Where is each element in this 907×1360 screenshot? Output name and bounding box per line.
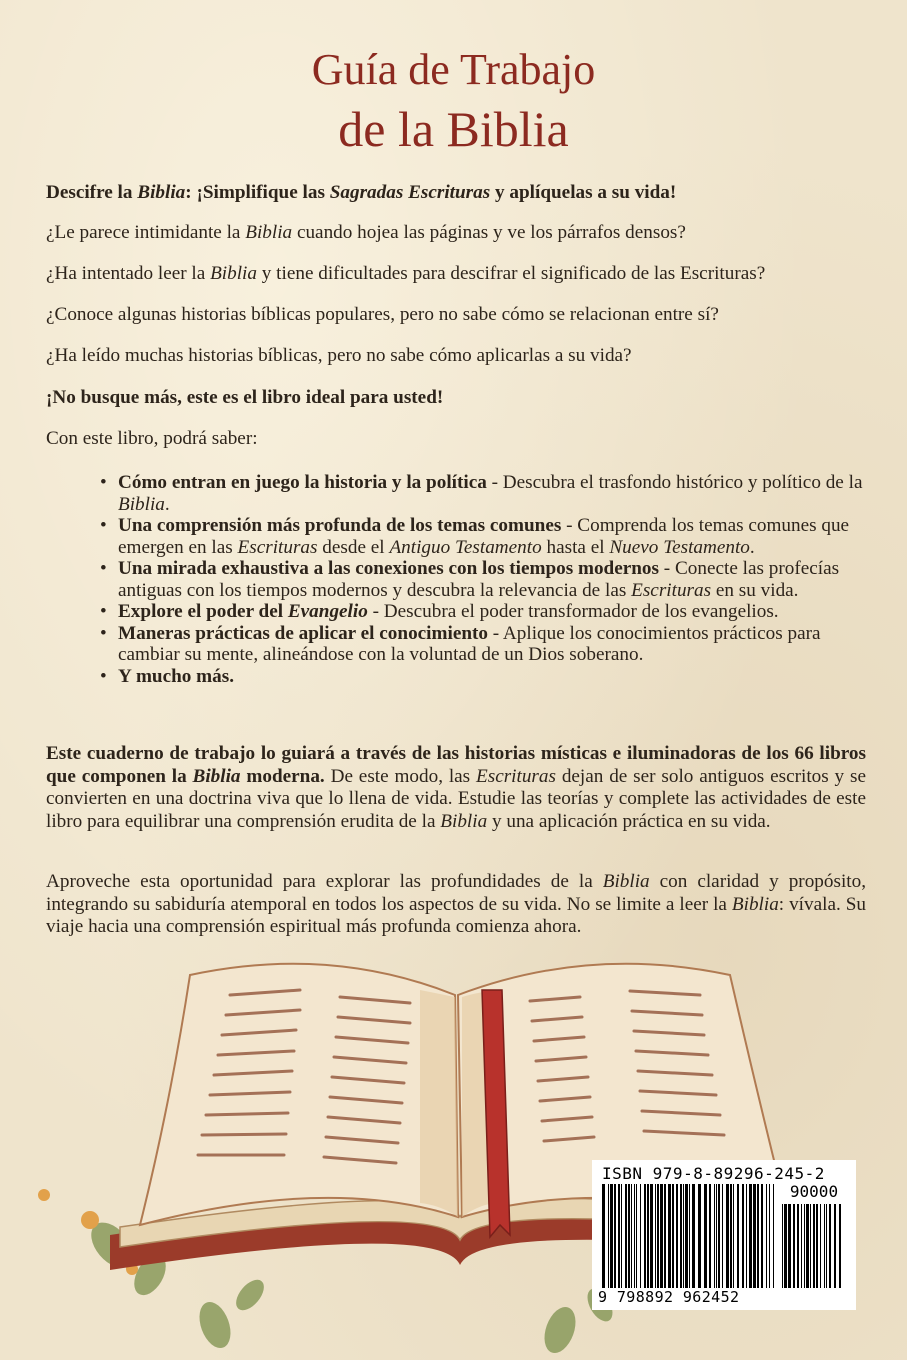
barcode-bar <box>829 1204 831 1288</box>
paragraph-1: Este cuaderno de trabajo lo guiará a través de las historias místicas e iluminadoras de los 66 libros que componen la Biblia moderna. De este modo, las Escrituras dejan de ser solo antiguos escritos y se convierten en una doctrina viva que lo llena de vida. Estudie las teorías y complete las actividades de este libro para equilibrar una comprensión erudita de la Biblia y una aplicación práctica en su vida. <box>46 743 866 832</box>
question-2: ¿Ha intentado leer la Biblia y tiene dificultades para descifrar el significado de las Escrituras? <box>46 263 766 284</box>
barcode-bar <box>726 1184 729 1288</box>
feature-list <box>100 472 870 687</box>
barcode-bar <box>820 1204 821 1288</box>
barcode-bar <box>650 1184 653 1288</box>
barcode-bar <box>640 1184 641 1288</box>
list-item: • Una comprensión más profunda de los temas comunes - Comprenda los temas comunes que emergen en las Escrituras desde el Antiguo Testamento hasta el Nuevo Testamento. <box>100 515 870 558</box>
barcode-bar <box>709 1184 711 1288</box>
barcode-bar <box>685 1184 688 1288</box>
barcode-bar <box>813 1204 815 1288</box>
list-intro: Con este libro, podrá saber: <box>46 428 258 449</box>
barcode-bar <box>647 1184 649 1288</box>
barcode-bar <box>655 1184 656 1288</box>
barcode-bar <box>773 1184 774 1288</box>
barcode-bar <box>761 1184 763 1288</box>
barcode-bar <box>804 1204 805 1288</box>
barcode-bar <box>784 1204 787 1288</box>
barcode-bar <box>753 1184 756 1288</box>
barcode-bar <box>834 1204 836 1288</box>
barcode-bar <box>660 1184 663 1288</box>
barcode-bar <box>698 1184 701 1288</box>
barcode-bar <box>737 1184 739 1288</box>
barcode-bar <box>680 1184 682 1288</box>
barcode-bar <box>618 1184 620 1288</box>
barcode-bar <box>602 1184 605 1288</box>
barcode-bar <box>733 1184 734 1288</box>
barcode-bar <box>668 1184 671 1288</box>
barcode-bar <box>689 1184 690 1288</box>
barcode-bar <box>722 1184 723 1288</box>
title-line-2: de la Biblia <box>338 101 569 157</box>
barcode-bar <box>749 1184 752 1288</box>
barcode-bars-addon <box>782 1204 846 1288</box>
barcode-bar <box>628 1184 630 1288</box>
barcode-bar <box>793 1204 795 1288</box>
isbn-barcode <box>592 1160 856 1310</box>
barcode-bar <box>716 1184 717 1288</box>
barcode-bar <box>810 1204 811 1288</box>
barcode-bar <box>782 1204 783 1288</box>
barcode-bar <box>816 1204 818 1288</box>
barcode-bar <box>730 1184 732 1288</box>
barcode-bar <box>806 1204 809 1288</box>
barcode-bar <box>766 1184 767 1288</box>
paragraph-2: Aproveche esta oportunidad para explorar las profundidades de la Biblia con claridad y propósito, integrando su sabiduría atemporal en todos los aspectos de su vida. No se limite a leer la Biblia: vívala. Su viaje hacia una comprensión espiritual más profunda comienza ahora. <box>46 871 866 937</box>
barcode-bar <box>714 1184 715 1288</box>
isbn-number: ISBN 979-8-89296-245-2 <box>602 1164 825 1183</box>
barcode-bar <box>634 1184 635 1288</box>
barcode-bar <box>797 1204 799 1288</box>
barcode-bar <box>742 1184 744 1288</box>
barcode-bar <box>614 1184 616 1288</box>
list-item: • Cómo entran en juego la historia y la política - Descubra el trasfondo histórico y político de la Biblia. <box>100 472 870 515</box>
barcode-bar <box>664 1184 666 1288</box>
barcode-bar <box>610 1184 613 1288</box>
barcode-bar <box>644 1184 646 1288</box>
barcode-bar <box>788 1204 791 1288</box>
list-item: • Maneras prácticas de aplicar el conocimiento - Aplique los conocimientos prácticos para cambiar su mente, alineándose con la voluntad de un Dios soberano. <box>100 623 870 666</box>
barcode-bar <box>676 1184 678 1288</box>
barcode-bar <box>826 1204 827 1288</box>
barcode-bar <box>636 1184 637 1288</box>
question-3: ¿Conoce algunas historias bíblicas populares, pero no sabe cómo se relacionan entre sí? <box>46 304 719 325</box>
barcode-bar <box>631 1184 632 1288</box>
list-item: • Explore el poder del Evangelio - Descubra el poder transformador de los evangelios. <box>100 601 870 623</box>
barcode-bar <box>625 1184 627 1288</box>
barcode-bar <box>718 1184 720 1288</box>
question-4: ¿Ha leído muchas historias bíblicas, pero no sabe cómo aplicarlas a su vida? <box>46 345 632 366</box>
barcode-bar <box>746 1184 747 1288</box>
barcode-bar <box>824 1204 825 1288</box>
barcode-bar <box>757 1184 759 1288</box>
barcode-bars-main <box>602 1184 774 1288</box>
barcode-bar <box>683 1184 684 1288</box>
barcode-bar <box>621 1184 622 1288</box>
barcode-bar <box>608 1184 609 1288</box>
barcode-bar <box>692 1184 695 1288</box>
list-item: • Una mirada exhaustiva a las conexiones con los tiempos modernos - Conecte las profecías antiguas con los tiempos modernos y descubra la relevancia de las Escrituras en su vida. <box>100 558 870 601</box>
ean-digits: 9 798892 962452 <box>598 1288 740 1306</box>
barcode-bar <box>704 1184 707 1288</box>
price-code: 90000 <box>789 1182 839 1201</box>
list-item: • Y mucho más. <box>100 666 870 688</box>
intro-lead: Descifre la Biblia: ¡Simplifique las Sagradas Escrituras y aplíquelas a su vida! <box>46 182 677 203</box>
barcode-bar <box>801 1204 802 1288</box>
question-1: ¿Le parece intimidante la Biblia cuando hojea las páginas y ve los párrafos densos? <box>46 222 686 243</box>
callout: ¡No busque más, este es el libro ideal para usted! <box>46 387 444 408</box>
barcode-bar <box>769 1184 770 1288</box>
barcode-bar <box>657 1184 659 1288</box>
barcode-bar <box>672 1184 674 1288</box>
barcode-bar <box>839 1204 841 1288</box>
title-line-1: Guía de Trabajo <box>311 45 596 94</box>
